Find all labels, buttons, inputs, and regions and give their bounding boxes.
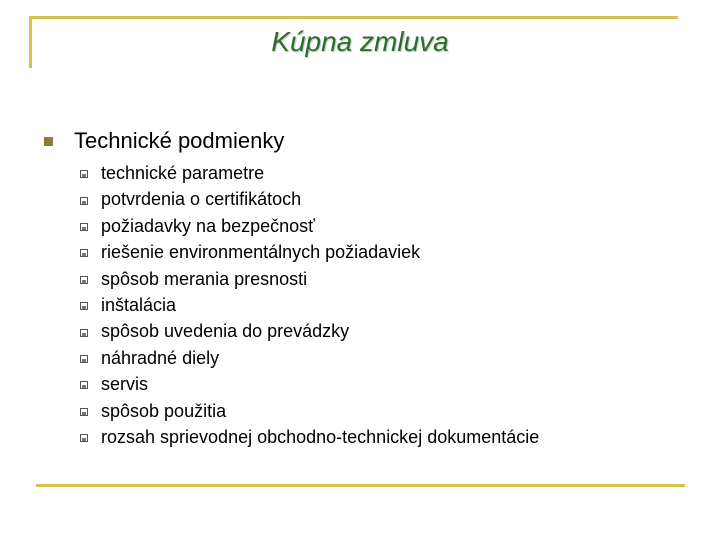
list-item-label: požiadavky na bezpečnosť xyxy=(101,215,315,236)
list-item xyxy=(80,318,539,344)
list-item xyxy=(80,345,539,371)
hollow-square-bullet-icon xyxy=(80,276,88,284)
list-item-label: náhradné diely xyxy=(101,347,220,368)
list-item xyxy=(80,371,539,397)
square-bullet-icon xyxy=(44,137,53,146)
hollow-square-bullet-icon xyxy=(80,170,88,178)
list-item xyxy=(80,186,539,212)
list-item-label: spôsob merania presnosti xyxy=(101,268,308,289)
main-bullet-label: Technické podmienky xyxy=(74,128,285,153)
hollow-square-bullet-icon xyxy=(80,249,88,257)
main-bullet-item xyxy=(44,128,284,154)
hollow-square-bullet-icon xyxy=(80,408,88,416)
list-item xyxy=(80,160,539,186)
list-item xyxy=(80,239,539,265)
hollow-square-bullet-icon xyxy=(80,434,88,442)
list-item-label: technické parametre xyxy=(101,163,265,183)
list-item xyxy=(80,398,539,424)
list-item-label: spôsob uvedenia do prevádzky xyxy=(101,321,350,342)
hollow-square-bullet-icon xyxy=(80,197,88,205)
hollow-square-bullet-icon xyxy=(80,329,88,337)
hollow-square-bullet-icon xyxy=(80,223,88,231)
hollow-square-bullet-icon xyxy=(80,302,88,310)
sub-bullet-list xyxy=(80,160,539,450)
list-item-label: spôsob použitia xyxy=(101,400,227,421)
list-item-label: servis xyxy=(101,374,149,395)
list-item-label: potvrdenia o certifikátoch xyxy=(101,189,302,210)
top-border-line xyxy=(29,16,678,19)
list-item xyxy=(80,424,539,450)
slide-title: Kúpna zmluva xyxy=(271,26,449,57)
list-item xyxy=(80,266,539,292)
list-item-label: riešenie environmentálnych požiadaviek xyxy=(101,242,421,263)
hollow-square-bullet-icon xyxy=(80,355,88,363)
list-item-label: inštalácia xyxy=(101,294,177,315)
bottom-border-line xyxy=(36,484,685,487)
list-item xyxy=(80,292,539,318)
list-item xyxy=(80,213,539,239)
list-item-label: rozsah sprievodnej obchodno-technickej dokumentácie xyxy=(101,426,540,447)
hollow-square-bullet-icon xyxy=(80,381,88,389)
